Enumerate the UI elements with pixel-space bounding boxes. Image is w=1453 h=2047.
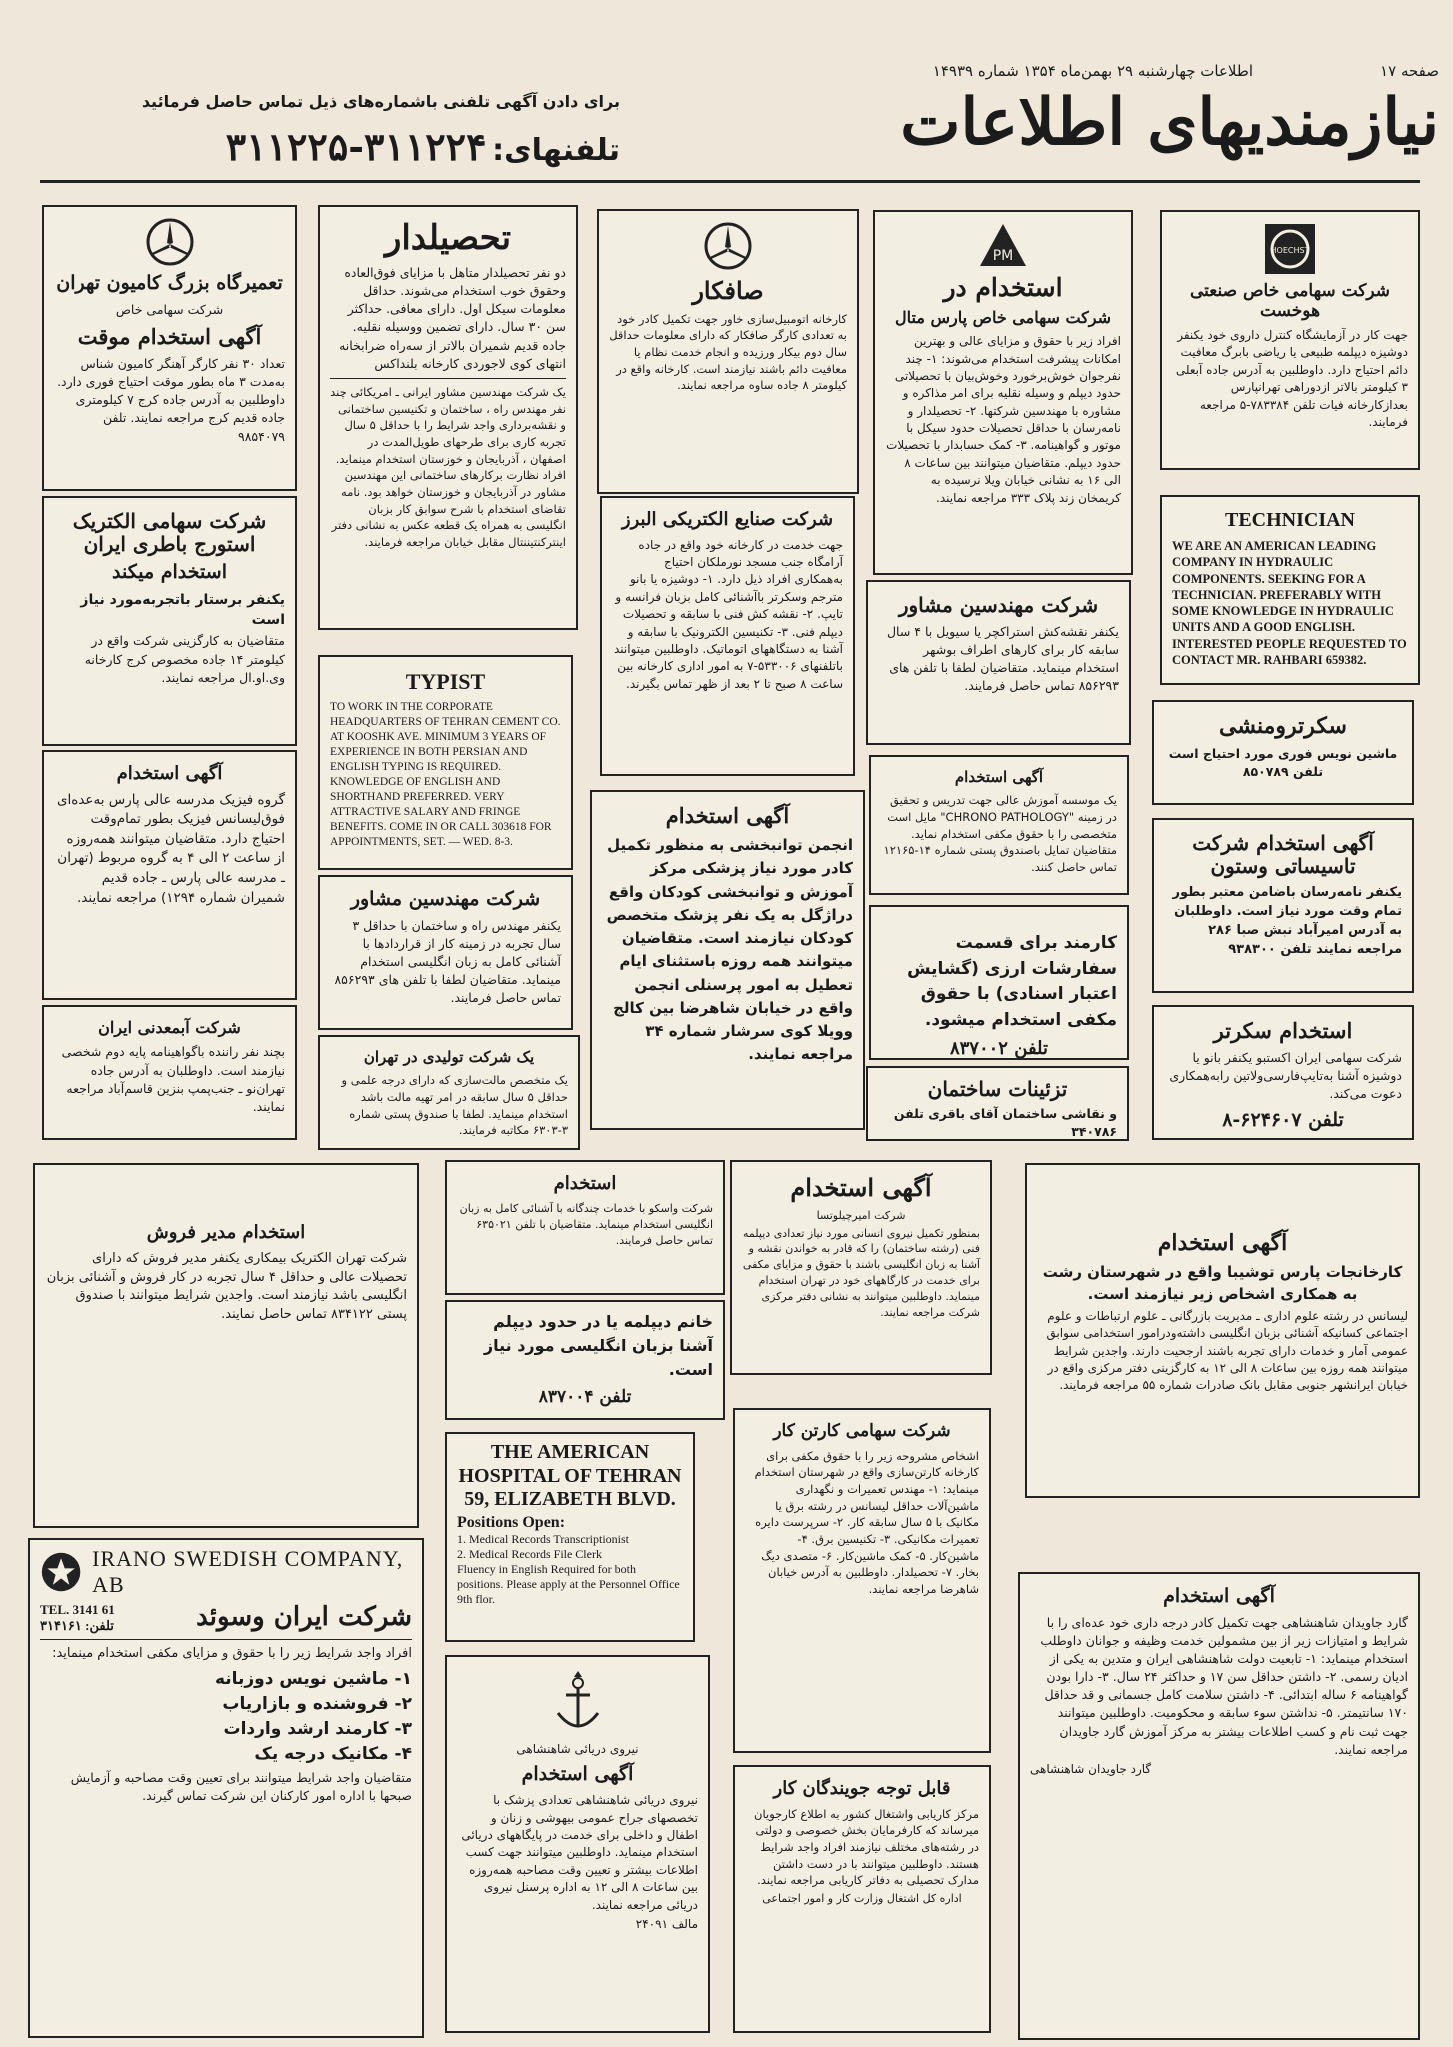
ad-body: بمنظور تکمیل نیروی انسانی مورد نیاز تعدادی دیپلمه فنی (رشته ساختمان) را که قادر به خواندن نقشه و آشنا به زبان انگلیسی باشند با حقوق و مزایای مکفی برای خدمت در کارگاههای خود در تهران استخدام مینماید. داوطلبین میتوانند به نشانی دفتر مرکزی شرکت مراجعه نمایند. bbox=[742, 1226, 980, 1320]
masthead: نیازمندیهای اطلاعات bbox=[900, 85, 1439, 160]
emblem-label: نیروی دریائی شاهنشاهی bbox=[516, 1742, 639, 1756]
ad-hire-small bbox=[445, 1160, 725, 1295]
position-item: ۴- مکانیک درجه یک bbox=[254, 1744, 412, 1765]
ad-consulting-body: یک شرکت مهندسین مشاور ایرانی ـ امریکائی چند نفر مهندس راه ، ساختمان و تکنیسین ساختمانی و نقشه‌برداری واجد شرایط را با حداقل ۵ سال تجربه کاری برای طرحهای طویل‌المدت در اصفهان ، آذربایجان و خوزستان استخدام مینماید. افراد نظارت برکارهای ساختمانی این مهندسین مشاور در آذربایجان و خوزستان خواهد بود. نامه تقاضای استخدام با شرح سوابق کار بزبان انگلیسی به همراه یک قطعه عکس به نشانی دفتر اینترکنتیننتال مقابل خیابان مراجعه فرمایند. bbox=[330, 384, 566, 549]
pars-metal-logo-icon bbox=[978, 222, 1028, 268]
ad-body: انجمن توانبخشی به منظور تکمیل کادر مورد نیاز پزشکی مرکز آموزش و توانبخشی کودکان واقع دراژگل به یک نفر پزشک متخصص کودکان نیازمند است. متقاضیان میتوانند همه روزه باستثنای ایام تعطیل به امور پرسنلی انجمن واقع در خیابان شاهرضا بین کالج وویلا کوی سرشار شماره ۳۴ مراجعه نمایند. bbox=[606, 836, 853, 1064]
ad-safakar bbox=[597, 209, 859, 494]
ad-title: استخدام bbox=[553, 1173, 617, 1194]
ad-body: کارمند برای قسمت سفارشات ارزی (گشایش اعتبار اسنادی) با حقوق مکفی استخدام میشود. bbox=[907, 933, 1117, 1030]
ad-address: 59, ELIZABETH BLVD. bbox=[464, 1488, 676, 1510]
ad-javidan-guard bbox=[1018, 1572, 1420, 2040]
ad-body: لیسانس در رشته علوم اداری ـ مدیریت بازرگانی ـ علوم ارتباطات و علوم اجتماعی کسانیکه آشنائی بزبان انگلیسی داشته‌ودرامور استخدامی سوابق عمومی آمار و خدمات دارای تجربه باشند ارجحیت دارند. واجدین شرایط میتوانند همه روزه بین ساعات ۸ الی ۱۲ به کارگزینی دفتر مرکزی واقع در خیابان ایرانشهر جنوبی مقابل بانک صادرات شماره ۵۵ مراجعه فرمایند. bbox=[1046, 1308, 1408, 1393]
ad-clerk bbox=[869, 905, 1129, 1060]
ad-title: آگهی استخدام bbox=[1163, 1585, 1275, 1607]
hoechst-logo-icon bbox=[1263, 222, 1317, 276]
ad-body: یکنفر مهندس راه و ساختمان با حداقل ۳ سال تجربه در زمینه کار از قراردادها با آشنائی کامل به زبان انگلیسی استخدام مینماید. متقاضیان لطفا با تلفن های ۸۵۶۲۹۳ تماس حاصل فرمایند. bbox=[334, 917, 561, 1006]
ad-hoechst bbox=[1160, 210, 1420, 470]
company-name-fa: شرکت ایران وسوئد bbox=[196, 1602, 412, 1633]
ad-phone: تلفن ۸۳۷۰۰۴ bbox=[538, 1387, 632, 1407]
company-type: شرکت سهامی خاص bbox=[115, 301, 224, 317]
ad-pars-toshiba bbox=[1025, 1163, 1420, 1498]
ad-title: تزئینات ساختمان bbox=[927, 1077, 1068, 1101]
ad-body: کارخانه اتومبیل‌سازی خاور جهت تکمیل کادر خود به تعدادی کارگر صافکار که دارای معلومات حداقل سال دوم بیکار ورزیده و انجام خدمت نظام یا معافیت دائم باشند نیازمند است. کارخانه واقع در کیلومتر ۸ جاده ساوه مراجعه نمایند. bbox=[609, 311, 847, 393]
ad-imperial-navy bbox=[445, 1655, 710, 2033]
ad-typist bbox=[318, 655, 573, 870]
dateline: اطلاعات چهارشنبه ۲۹ بهمن‌ماه ۱۳۵۴ شماره ۱۴۹۳۹ bbox=[932, 62, 1253, 80]
ad-body: شرکت واسکو با خدمات چندگانه با آشنائی کامل به زبان انگلیسی استخدام مینماید. متقاضیان با تلفن ۶۳۵۰۲۱ تماس حاصل فرمایند. bbox=[459, 1201, 713, 1247]
phones-numbers: ۳۱۱۲۲۴-۳۱۱۲۲۵ bbox=[225, 124, 487, 169]
ad-body: اشخاص مشروحه زیر را با حقوق مکفی برای کارخانه کارتن‌سازی واقع در شهرستان استخدام مینماید: ۱- مهندس تعمیرات و نگهداری ماشین‌آلات حداقل لیسانس در رشته برق یا مکانیک با ۵ سال سابقه کار. ۲- سرپرست دایره تعمیرات مکانیکی. ۳- تکنیسین برق. ۴- ماشین‌کار. ۵- کمک ماشین‌کار. ۶- متصدی دیگ بخار. ۷- تحصیلدار. داوطلبین به آدرس خیابان شاهرضا مراجعه نمایند. bbox=[754, 1448, 979, 1596]
ad-body: یک موسسه آموزش عالی جهت تدریس و تحقیق در زمینه "CHRONO PATHOLOGY" مایل است متخصصی را با حقوق مکفی استخدام نماید. متقاضیان تمایل باصندوق پستی شماره ۱۴-۱۲۱۶۵ تماس حاصل کنند. bbox=[883, 793, 1117, 874]
ad-title: آگهی استخدام bbox=[1157, 1230, 1288, 1256]
ad-title: سکرترومنشی bbox=[1219, 713, 1347, 739]
ad-body: نیروی دریائی شاهنشاهی تعدادی پزشک با تخصصهای جراح عمومی بیهوشی و زنان و اطفال و داخلی برای خدمت در پایگاههای دریائی استخدام مینماید. داوطلبین میتوانند جهت کسب اطلاعات بیشتر و تعیین وقت مصاحبه همه‌روزه بین ساعات ۸ الی ۱۲ به اداره پرسنل نیروی دریائی مراجعه نمایند. bbox=[461, 1793, 698, 1912]
ad-title: استخدام در bbox=[943, 273, 1063, 302]
ad-tehran-truck bbox=[42, 205, 297, 491]
ad-title: آگهی استخدام bbox=[521, 1763, 634, 1786]
position-item: 1. Medical Records Transcriptionist bbox=[457, 1532, 629, 1546]
ad-title: TECHNICIAN bbox=[1224, 509, 1356, 531]
ad-title: یک شرکت تولیدی در تهران bbox=[363, 1048, 535, 1066]
ad-body: افراد زیر با حقوق و مزایای عالی و بهترین امکانات پیشرفت استخدام می‌شوند: ۱- چند نفرجوان خوش‌برخورد وخوش‌بیان با تحصیلاتی حدود دیپلم و وسیله نقلیه برای امر مذاکره و مشاوره با مهندسین شرکتها. ۲- تحصیلدار و نامه‌رسان با حداقل تحصیلات حدود سیکل با موتور و گواهینامه. ۳- کمک حسابدار با تحصیلات حدود دیپلم. متقاضیان میتوانند بین ساعات ۸ الی ۱۶ به نشانی خیابان ویلا نرسیده به کریمخان زند پلاک ۳۳۳ مراجعه نمایند. bbox=[886, 334, 1121, 505]
ad-body: گارد جاویدان شاهنشاهی جهت تکمیل کادر درجه داری خود عده‌ای را با شرایط و امتیازات زیر از بین مشمولین خدمت وظیفه و جوانان داوطلب استخدام مینماید: ۱- تابعیت دولت شاهنشاهی ایران و متدین به یکی از ادیان رسمی. ۲- داشتن حداقل سن ۱۷ و حداکثر ۲۴ سال. ۳- دارا بودن گواهینامه ۶ ساله ابتدائی. ۴- داشتن سلامت کامل جسمانی و قد حداقل ۱۷۰ سانتیمتر. ۵- نداشتن سوء سابقه و محکومیت. داوطلبین میتوانند جهت ثبت نام و کسب اطلاعات بیشتر به مرکز آموزش گارد جاویدان مراجعه نمایند. bbox=[1040, 1614, 1408, 1757]
ad-body: جهت کار در آزمایشگاه کنترل داروی خود یکنفر دوشیزه دیپلمه طبیعی یا ریاضی بابرگ معافیت دائم احتیاج دارد. داوطلبین به آدرس جاده آبعلی ۳ کیلومتر بالاتر ازدوراهی تهرانپارس بعدازکارخانه‌ فیات تلفن ۷۸۳۳۸۴-۵ مراجعه فرمایند. bbox=[1175, 328, 1408, 430]
ad-consulting-engineers-2 bbox=[318, 875, 573, 1030]
ad-title: شرکت مهندسین مشاور bbox=[898, 593, 1099, 617]
ad-phone: تلفن ۶۲۴۶۰۷-۸ bbox=[1222, 1108, 1344, 1131]
ad-title: تحصیلدار bbox=[384, 218, 512, 258]
ad-title: استخدام مدیر فروش bbox=[146, 1222, 306, 1243]
company-name-en: IRANO SWEDISH COMPANY, AB bbox=[92, 1546, 404, 1597]
ad-body: تعداد ۳۰ نفر کارگر آهنگر کامیون شناس به‌مدت ۳ ماه بطور موقت احتیاج فوری دارد. داوطلبین به آدرس جاده کرج ۷ کیلومتری جاده قدیم کرج مراجعه نمایند. تلفن ۹۸۵۴۰۷۹ bbox=[57, 356, 285, 444]
ad-body: یکنفر نامه‌رسان باضامن معتبر بطور تمام وقت مورد نیاز است. داوطلبان به آدرس امیرآباد نبش صبا ۲۸۶ مراجعه نمایند تلفن ۹۳۸۳۰۰ bbox=[1172, 885, 1402, 957]
phone-line bbox=[60, 124, 620, 169]
ad-consulting-engineers-3 bbox=[866, 580, 1131, 745]
ad-secretary-typist bbox=[1152, 700, 1414, 805]
ad-american-hospital bbox=[445, 1432, 695, 1642]
phone-instruction: برای دادن آگهی تلفنی باشماره‌های ذیل تماس حاصل فرمائید bbox=[141, 92, 620, 111]
header-rule bbox=[40, 180, 1420, 183]
position-item: ۱- ماشین نویس دوزبانه bbox=[214, 1668, 412, 1689]
ad-body: یکنفر نقشه‌کش استراکچر یا سیویل با ۴ سال سابقه کار برای کارهای اطراف بوشهر استخدام مینماید. متقاضیان لطفا با تلفن های ۸۵۶۲۹۳ تماس حاصل فرمایند. bbox=[886, 624, 1119, 694]
mercedes-logo-icon bbox=[145, 217, 195, 267]
ad-job-seekers bbox=[733, 1765, 991, 2033]
ad-title: آگهی استخدام bbox=[954, 768, 1044, 786]
ad-decoration bbox=[866, 1066, 1129, 1141]
ad-female-diploma bbox=[445, 1300, 725, 1420]
ad-title: استخدام سکرتر bbox=[1213, 1018, 1353, 1043]
ad-irano-swedish bbox=[28, 1538, 424, 2038]
ad-tahsildar bbox=[318, 205, 578, 630]
page-number: صفحه ۱۷ bbox=[1380, 62, 1439, 80]
ad-title: شرکت سهامی الکتریک استورج باطری ایران bbox=[72, 509, 267, 556]
ad-chrono-pathology bbox=[869, 755, 1129, 895]
navy-anchor-emblem-icon bbox=[550, 1667, 606, 1737]
ad-school bbox=[42, 750, 297, 1000]
ad-alborz-electric bbox=[600, 496, 855, 776]
ad-title: آگهی استخدام موقت bbox=[77, 323, 262, 349]
ad-title: شرکت آبمعدنی ایران bbox=[98, 1018, 241, 1037]
ad-line: یکنفر برستار باتجربه‌مورد نیاز است bbox=[80, 591, 285, 629]
ad-body: WE ARE AN AMERICAN LEADING COMPANY IN HYDRAULIC COMPONENTS. SEEKING FOR A TECHNICIAN. PREFERABLY WITH SOME KNOWLEDGE IN HYDRAULIC UNITS AND A GOOD ENGLISH. INTERESTED PEOPLE REQUESTED TO CONTACT MR. RAHBARI 659382. bbox=[1172, 539, 1407, 667]
ad-abmadani bbox=[42, 1005, 297, 1140]
ad-title: شرکت مهندسین مشاور bbox=[350, 888, 541, 910]
ad-title: شرکت صنایع الکتریکی البرز bbox=[621, 509, 834, 530]
ad-title: آگهی استخدام شرکت تاسیساتی وستون bbox=[1192, 831, 1374, 878]
ad-company: شرکت سهامی خاص پارس متال bbox=[895, 307, 1111, 327]
logo-text: HOECHST bbox=[1270, 246, 1310, 255]
ad-body: خانم دیپلمه یا در حدود دیپلم آشنا بزبان انگلیسی مورد نیاز است. bbox=[483, 1312, 713, 1379]
ad-ref: مالف ۲۴۰۹۱ bbox=[635, 1916, 698, 1931]
tel-en: TEL. 3141 61 bbox=[40, 1602, 115, 1617]
ad-title: TYPIST bbox=[405, 669, 486, 694]
ad-subtitle: استخدام میکند bbox=[112, 561, 227, 583]
ad-body: یک متخصص مالت‌سازی که دارای درجه علمی و حداقل ۵ سال سابقه در امر تهیه مالت باشد استخدام مینماید. لطفا با صندوق پستی شماره ۳-۶۳۰۳ مکاتبه فرمایند. bbox=[341, 1073, 568, 1138]
ad-body: و نقاشی ساختمان آقای باقری تلفن ۳۴۰۷۸۶ bbox=[893, 1106, 1117, 1140]
ad-title: آگهی استخدام bbox=[790, 1173, 932, 1202]
ad-body: بچند نفر راننده باگواهینامه پایه دوم شخصی نیازمند است. داوطلبان به آدرس جاده تهران‌نو ـ جنب‌پمپ بنزین قاسم‌آباد مراجعه نمایند. bbox=[61, 1044, 285, 1114]
ad-amirchelotsa bbox=[730, 1160, 992, 1375]
positions-list bbox=[40, 1668, 412, 1765]
ad-body: متقاضیان به کارگزینی شرکت واقع در کیلومتر ۱۴ جاده مخصوص کرج کارخانه وی.او.ال مراجعه نمایند. bbox=[84, 633, 285, 685]
position-item: 2. Medical Records File Clerk bbox=[457, 1547, 602, 1561]
ad-title: آگهی استخدام bbox=[116, 763, 223, 784]
ad-company: شرکت امیرچیلوتسا bbox=[816, 1208, 906, 1222]
star-logo-icon bbox=[40, 1549, 82, 1595]
ad-body: ماشین نویس فوری مورد احتیاج است تلفن ۸۵۰۷۸۹ bbox=[1168, 746, 1398, 780]
ad-secretary-hire bbox=[1152, 1005, 1414, 1140]
ad-title: THE AMERICAN HOSPITAL OF TEHRAN bbox=[458, 1441, 682, 1487]
positions-label: Positions Open: bbox=[457, 1514, 566, 1531]
ad-body: شرکت سهامی ایران اکستبو یکنفر بانو یا دوشیزه آشنا به‌تایپ‌فارسی‌ولاتین رابه‌همکاری دعوت می‌کند. bbox=[1169, 1050, 1402, 1102]
ad-phone: تلفن ۸۳۷۰۰۲ bbox=[949, 1038, 1049, 1059]
ad-body: دو نفر تحصیلدار متاهل با مزایای فوق‌العاده وحقوق خوب استخدام می‌شوند. حداقل معلومات سیکل اول. دارای معافی. حداکثر سن ۳۰ سال. دارای تضمین ووسیله نقلیه. جاده قدیم شمیران بالاتر از سه‌راه ضرابخانه انتهای کوی لاجوردی کارخانه بلنداکس bbox=[339, 265, 566, 371]
ad-carton-kar bbox=[733, 1408, 991, 1753]
irano-swedish-header bbox=[40, 1546, 412, 1598]
ad-sales-manager bbox=[33, 1163, 419, 1528]
ad-footer: اداره کل اشتغال وزارت کار و امور اجتماعی bbox=[762, 1892, 962, 1906]
ad-title: آگهی استخدام bbox=[665, 803, 790, 828]
ad-subtitle: کارخانجات پارس توشیبا واقع در شهرستان رشت به همکاری اشخاص زیر نیازمند است. bbox=[1042, 1263, 1403, 1304]
ad-title: صافکار bbox=[692, 276, 764, 305]
ad-footer: متقاضیان واجد شرایط میتوانند برای تعیین وقت مصاحبه و آزمایش صبحها با اداره امور کارکنان این شرکت تماس گیرند. bbox=[70, 1770, 412, 1804]
ad-title: شرکت سهامی کارتن کار bbox=[773, 1421, 951, 1441]
ad-intro: افراد واجد شرایط زیر را با حقوق و مزایای مکفی استخدام مینماید: bbox=[52, 1646, 412, 1661]
svg-text:PM: PM bbox=[992, 248, 1014, 264]
ad-body: گروه فیزیک مدرسه عالی پارس به‌عده‌ای فوق‌لیسانس فیزیک بطور تمام‌وقت احتیاج دارد. متقاضیان میتوانند همه‌روزه از ساعت ۲ الی ۴ به گروه مربوط (تهران ـ مدرسه عالی پارس ـ جاده قدیم شمیران شماره ۱۲۹۴) مراجعه نمایند. bbox=[56, 791, 285, 906]
ad-technician bbox=[1160, 495, 1420, 685]
irano-swedish-subheader bbox=[40, 1602, 412, 1634]
ad-body: مرکز کاریابی واشتغال کشور به اطلاع کارجویان میرساند که کارفرمایان بخش خصوصی و دولتی در رشته‌های مختلف نیازمند افراد واجد شرایط هستند. داوطلبین میتوانند با در دست داشتن مدارک تحصیلی به دفاتر کاریابی مراجعه نمایند. bbox=[754, 1806, 979, 1888]
ad-pars-metal bbox=[873, 210, 1133, 575]
ad-body: جهت خدمت در کارخانه خود واقع در جاده آرامگاه جنب مسجد نورملکان احتیاج به‌همکاری افراد ذیل دارد. ۱- دوشیزه یا بانو مترجم وسکرتر باآشنائی کامل بزبان فرانسه و تایپ. ۲- نقشه کش فنی با سابقه و تحصیلات دیپلم فنی. ۳- تکنیسین الکترونیک با سابقه و آشنا به دستگاههای اتوماتیک. داوطلبین میتوانند باتلفنهای ۵۳۳۰۰۶-۷ به امور اداری کارخانه بین ساعت ۸ صبح تا ۲ بعد از ظهر تماس بگیرند. bbox=[613, 537, 843, 691]
ad-rehab-society bbox=[590, 790, 865, 1130]
ad-footer: گارد جاویدان شاهنشاهی bbox=[1030, 1761, 1152, 1776]
mercedes-logo-icon bbox=[703, 221, 753, 271]
logo-name: تعمیرگاه بزرگ کامیون تهران bbox=[56, 272, 283, 294]
ad-production-company bbox=[318, 1035, 580, 1150]
position-item: ۲- فروشنده و بازاریاب bbox=[222, 1693, 412, 1714]
ad-title: شرکت سهامی خاص صنعتی هوخست bbox=[1189, 281, 1390, 321]
ad-battery bbox=[42, 496, 297, 746]
ad-body: TO WORK IN THE CORPORATE HEADQUARTERS OF TEHRAN CEMENT CO. AT KOOSHK AVE. MINIMUM 3 YEARS OF EXPERIENCE IN BOTH PERSIAN AND ENGLISH TYPING IS REQUIRED. KNOWLEDGE OF ENGLISH AND SHORTHAND PREFERRED. VERY ATTRACTIVE SALARY AND FRINGE BENEFITS. COME IN OR CALL 303618 FOR APPOINTMENTS, SET. — WED. 8-3. bbox=[330, 701, 561, 848]
position-item: ۳- کارمند ارشد واردات bbox=[223, 1719, 412, 1740]
ad-weston-installations bbox=[1152, 818, 1414, 993]
ad-title: قابل توجه جویندگان کار bbox=[773, 1778, 951, 1799]
ad-body: شرکت تهران الکتریک بیمکاری یکنفر مدیر فروش که دارای تحصیلات عالی و حداقل ۴ سال تجربه در کار فروش و آشنائی بزبان انگلیسی باشد نیازمند است. واجدین شرایط میتوانند با صندوق پستی ۸۳۴۱۲۲ تماس حاصل نمایند. bbox=[46, 1250, 407, 1323]
tel-fa: تلفن: ۳۱۴۱۶۱ bbox=[40, 1618, 114, 1633]
ad-note: Fluency in English Required for both positions. Please apply at the Personnel Office 9th flor. bbox=[457, 1562, 680, 1606]
phones-label: تلفنهای: bbox=[492, 133, 620, 168]
